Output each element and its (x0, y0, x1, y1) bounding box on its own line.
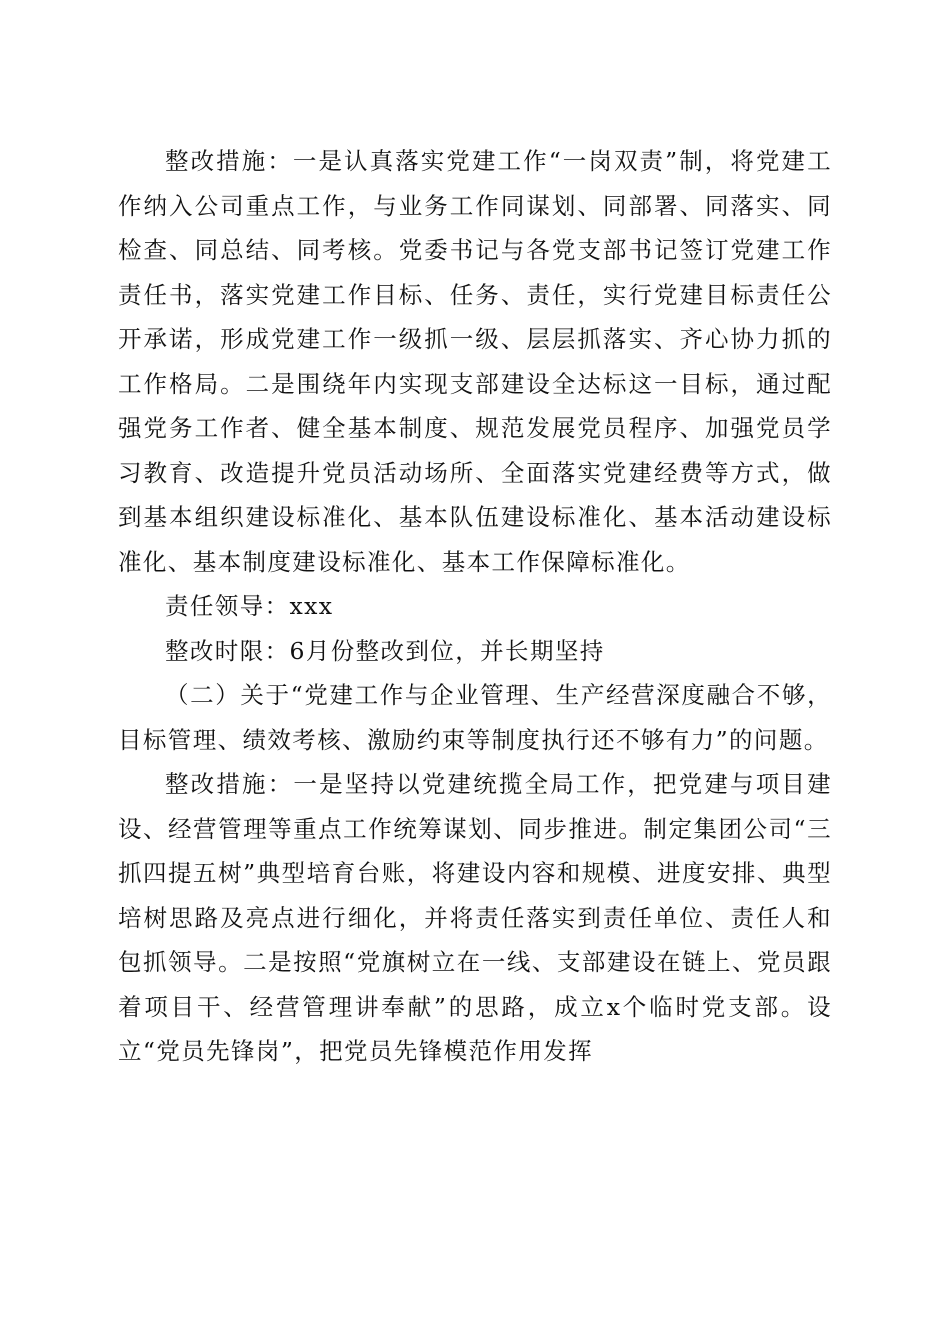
rectification-measures-paragraph-1: 整改措施：一是认真落实党建工作“一岗双责”制，将党建工作纳入公司重点工作，与业务工作同谋划、同部署、同落实、同检查、同总结、同考核。党委书记与各党支部书记签订党建工作责任书，落实党建工作目标、任务、责任，实行党建目标责任公开承诺，形成党建工作一级抓一级、层层抓落实、齐心协力抓的工作格局。二是围绕年内实现支部建设全达标这一目标，通过配强党务工作者、健全基本制度、规范发展党员程序、加强党员学习教育、改造提升党员活动场所、全面落实党建经费等方式，做到基本组织建设标准化、基本队伍建设标准化、基本活动建设标准化、基本制度建设标准化、基本工作保障标准化。 (118, 147, 832, 576)
rectification-deadline-line: 整改时限：6月份整改到位，并长期坚持 (165, 636, 605, 665)
rectification-measures-paragraph-2: 整改措施：一是坚持以党建统揽全局工作，把党建与项目建设、经营管理等重点工作统筹谋划、同步推进。制定集团公司“三抓四提五树”典型培育台账，将建设内容和规模、进度安排、典型培树思路及亮点进行细化，并将责任落实到责任单位、责任人和包抓领导。二是按照“党旗树立在一线、支部建设在链上、党员跟着项目干、经营管理讲奉献”的思路，成立x个临时党支部。设立“党员先锋岗”，把党员先锋模范作用发挥 (118, 770, 832, 1065)
section-heading-2: （二）关于“党建工作与企业管理、生产经营深度融合不够，目标管理、绩效考核、激励约束等制度执行还不够有力”的问题。 (118, 681, 832, 754)
responsible-leader-line: 责任领导：xxx (165, 592, 334, 620)
document-page (118, 139, 832, 1074)
